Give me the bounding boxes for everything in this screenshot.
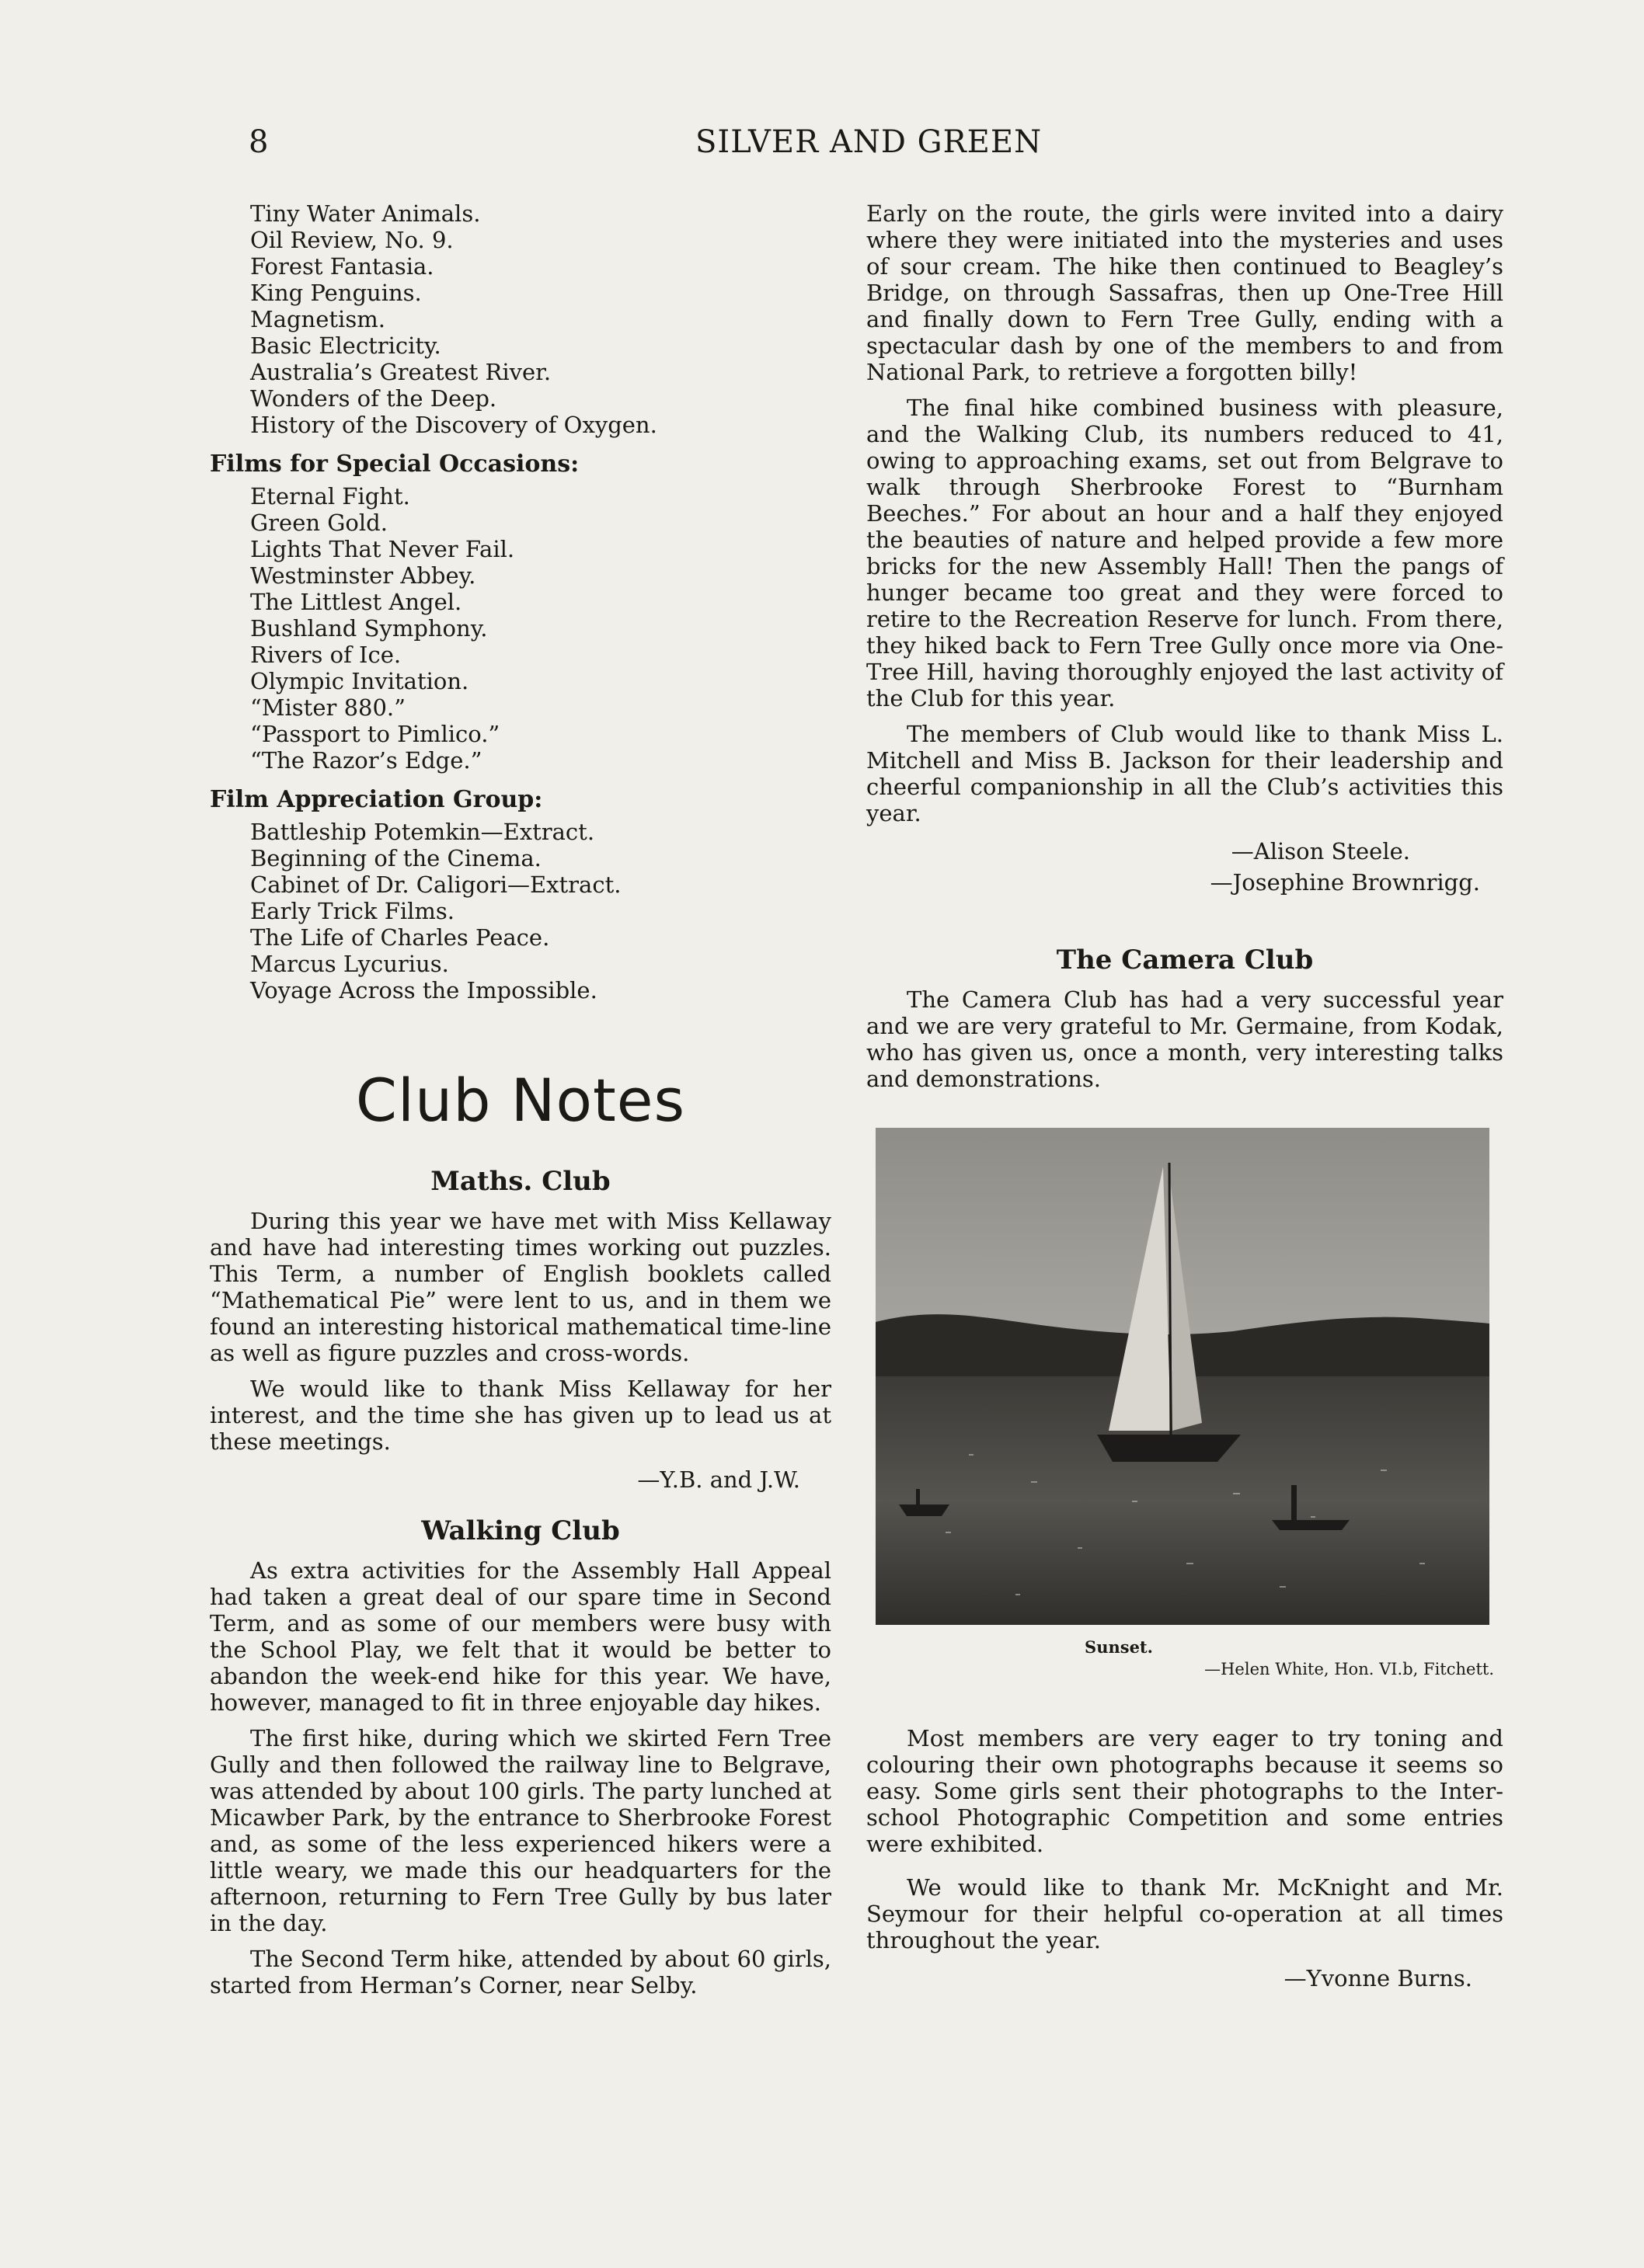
journal-title: SILVER AND GREEN xyxy=(695,124,1043,160)
list-item: Wonders of the Deep. xyxy=(250,385,497,412)
list-item: Eternal Fight. xyxy=(250,483,410,510)
list-item: Bushland Symphony. xyxy=(250,615,488,642)
list-item: Battleship Potemkin—Extract. xyxy=(250,819,595,845)
maths-club-paragraph-1: During this year we have met with Miss Kellaway and have had interesting times working out puzzles. This Term, a number of English booklets called “Mathematical Pie” were lent to us, and in them we found an interesting historical mathematical time-line as well as figure puzzles and cross-words. xyxy=(210,1208,831,1366)
walking-club-signature-2: —Josephine Brownrigg. xyxy=(1210,869,1480,896)
walking-club-heading: Walking Club xyxy=(421,1515,620,1546)
sailboat-image xyxy=(876,1128,1489,1625)
list-item: King Penguins. xyxy=(250,280,422,306)
walking-club-signature-1: —Alison Steele. xyxy=(1231,838,1410,864)
sunset-photograph xyxy=(876,1128,1489,1625)
camera-club-paragraph-2: Most members are very eager to try toning and colouring their own photographs because it seems so easy. Some girls sent their photographs to the Inter-school Photographic Competition and some entries were exhibited. xyxy=(866,1725,1503,1857)
list-item: Green Gold. xyxy=(250,510,388,536)
special-occasions-list xyxy=(210,483,831,774)
maths-club-signature: —Y.B. and J.W. xyxy=(637,1466,800,1493)
walking-club-final-hike: The final hike combined business with pleasure, and the Walking Club, its numbers reduced to 41, owing to approaching exams, set out from Belgrave to walk through Sherbrooke Forest to “Burnham Beeches.” For about an hour and a half they enjoyed the beauties of nature and helped provide a few more bricks for the new Assembly Hall! Then the pangs of hunger became too great and they were forced to retire to the Recreation Reserve for lunch. From there, they hiked back to Fern Tree Gully once more via One-Tree Hill, having thoroughly enjoyed the last activity of the Club for this year. xyxy=(866,395,1503,711)
walking-club-paragraph-3: The Second Term hike, attended by about 60 girls, started from Herman’s Corner, near Selby. xyxy=(210,1946,831,1998)
film-appreciation-list xyxy=(210,819,831,1004)
list-item: Voyage Across the Impossible. xyxy=(250,977,597,1004)
list-item: “Mister 880.” xyxy=(250,694,406,721)
list-item: “Passport to Pimlico.” xyxy=(250,721,500,747)
film-appreciation-heading: Film Appreciation Group: xyxy=(210,786,543,813)
camera-club-signature: —Yvonne Burns. xyxy=(1284,1965,1472,1991)
walking-club-thanks: The members of Club would like to thank Miss L. Mitchell and Miss B. Jackson for their leadership and cheerful companionship in all the Club’s activities this year. xyxy=(866,721,1503,826)
film-list xyxy=(210,200,831,438)
camera-club-paragraph-1: The Camera Club has had a very successful year and we are very grateful to Mr. Germaine, from Kodak, who has given us, once a month, very interesting talks and demonstrations. xyxy=(866,986,1503,1092)
maths-club-paragraph-2: We would like to thank Miss Kellaway for her interest, and the time she has given up to lead us at these meetings. xyxy=(210,1376,831,1455)
list-item: Lights That Never Fail. xyxy=(250,536,515,562)
camera-club-heading: The Camera Club xyxy=(1056,944,1314,976)
club-notes-title: Club Notes xyxy=(355,1066,686,1135)
list-item: Olympic Invitation. xyxy=(250,668,469,694)
walking-club-paragraph-1: As extra activities for the Assembly Hall Appeal had taken a great deal of our spare time in Second Term, and as some of our members were busy with the School Play, we felt that it would be better to abandon the week-end hike for this year. We have, however, managed to fit in three enjoyable day hikes. xyxy=(210,1557,831,1716)
list-item: The Littlest Angel. xyxy=(250,589,462,615)
list-item: Rivers of Ice. xyxy=(250,642,402,668)
list-item: Oil Review, No. 9. xyxy=(250,227,454,253)
special-occasions-heading: Films for Special Occasions: xyxy=(210,450,580,478)
page-number: 8 xyxy=(249,124,270,160)
list-item: Marcus Lycurius. xyxy=(250,951,449,977)
photo-caption-title: Sunset. xyxy=(1085,1637,1153,1657)
left-column xyxy=(210,200,831,2008)
list-item: Basic Electricity. xyxy=(250,332,441,359)
walking-club-paragraph-2: The first hike, during which we skirted Fern Tree Gully and then followed the railway line to Belgrave, was attended by about 100 girls. The party lunched at Micawber Park, by the entrance to Sherbrooke Forest and, as some of the less experienced hikers were a little weary, we made this our headquarters for the afternoon, returning to Fern Tree Gully by bus later in the day. xyxy=(210,1725,831,1936)
maths-club-heading: Maths. Club xyxy=(430,1166,611,1197)
list-item: The Life of Charles Peace. xyxy=(250,924,550,951)
list-item: Forest Fantasia. xyxy=(250,253,434,280)
camera-club-paragraph-3: We would like to thank Mr. McKnight and Mr. Seymour for their helpful co-operation at all times throughout the year. xyxy=(866,1874,1503,1953)
list-item: Beginning of the Cinema. xyxy=(250,845,542,871)
list-item: Magnetism. xyxy=(250,306,385,332)
list-item: “The Razor’s Edge.” xyxy=(250,747,482,774)
list-item: History of the Discovery of Oxygen. xyxy=(250,412,657,438)
list-item: Westminster Abbey. xyxy=(250,562,476,589)
walking-club-continued: Early on the route, the girls were invited into a dairy where they were initiated into the mysteries and uses of sour cream. The hike then continued to Beagley’s Bridge, on through Sassafras, then up One-Tree Hill and finally down to Fern Tree Gully, ending with a spectacular dash by one of the members to and from National Park, to retrieve a forgotten billy! xyxy=(866,200,1503,385)
right-column xyxy=(866,200,1503,1994)
list-item: Tiny Water Animals. xyxy=(250,200,481,227)
list-item: Australia’s Greatest River. xyxy=(250,359,552,385)
photo-caption-credit: —Helen White, Hon. VI.b, Fitchett. xyxy=(1204,1660,1494,1678)
list-item: Early Trick Films. xyxy=(250,898,455,924)
list-item: Cabinet of Dr. Caligori—Extract. xyxy=(250,871,622,898)
